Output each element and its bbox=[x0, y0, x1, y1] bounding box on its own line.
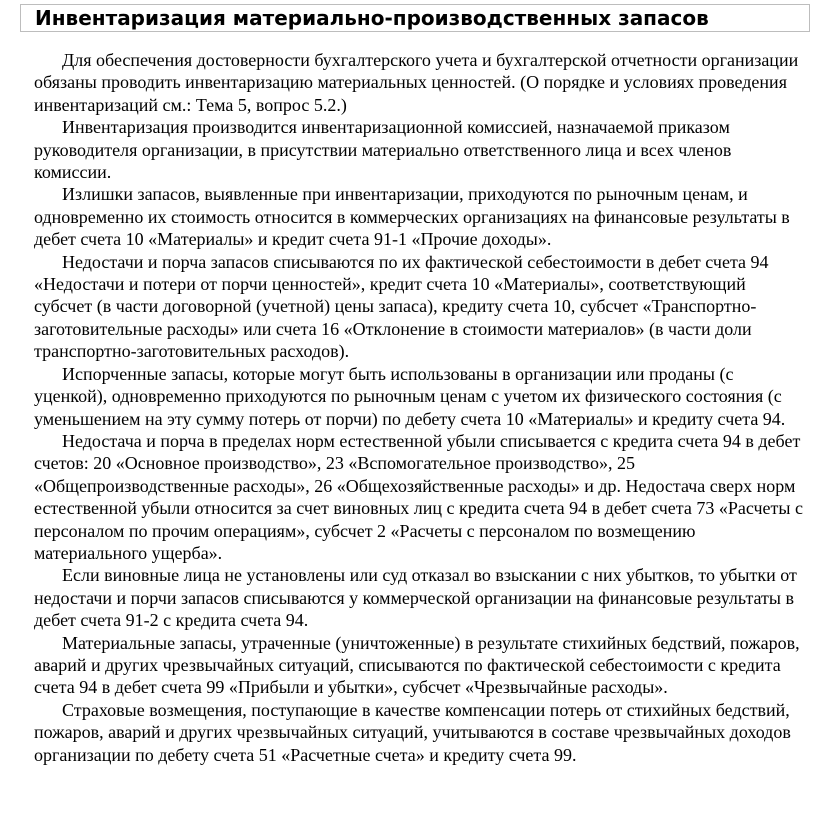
page-title: Инвентаризация материально-производственных запасов bbox=[35, 6, 709, 30]
paragraph: Если виновные лица не установлены или суд отказал во взыскании с них убытков, то убытки от недостачи и порчи запасов списываются у коммерческой организации на финансовые результаты в дебет счета 91-2 с кредита счета 94. bbox=[34, 565, 797, 631]
paragraph: Инвентаризация производится инвентаризационной комиссией, назначаемой приказом руководителя организации, в присутствии материально ответственного лица и всех членов комиссии. bbox=[34, 117, 732, 183]
paragraph: Недостача и порча в пределах норм естественной убыли списывается с кредита счета 94 в дебет счетов: 20 «Основное производство», 23 «Вспомогательное производство», 25 «Общепроизводственные расходы», 26 «Общехозяйственные расходы» и др. Недостача сверх норм естественной убыли относится за счет виновных лиц с кредита счета 94 в дебет счета 73 «Расчеты с персоналом по прочим операциям», субсчет 2 «Расчеты с персоналом по возмещению материального ущерба». bbox=[34, 430, 803, 563]
document-body bbox=[34, 49, 808, 766]
paragraph: Излишки запасов, выявленные при инвентаризации, приходуются по рыночным ценам, и одновременно их стоимость относится в коммерческих организациях на финансовые результаты в дебет счета 10 «Материалы» и кредит счета 91-1 «Прочие доходы». bbox=[34, 184, 790, 250]
paragraph: Материальные запасы, утраченные (уничтоженные) в результате стихийных бедствий, пожаров, аварий и других чрезвычайных ситуаций, списываются по фактической себестоимости с кредита счета 94 в дебет счета 99 «Прибыли и убытки», субсчет «Чрезвычайные расходы». bbox=[34, 632, 800, 698]
paragraph: Страховые возмещения, поступающие в качестве компенсации потерь от стихийных бедствий, пожаров, аварий и других чрезвычайных ситуаций, учитываются в составе чрезвычайных доходов организации по дебету счета 51 «Расчетные счета» и кредиту счета 99. bbox=[34, 699, 791, 765]
title-box bbox=[20, 4, 810, 32]
paragraph: Для обеспечения достоверности бухгалтерского учета и бухгалтерской отчетности организации обязаны проводить инвентаризацию материальных ценностей. (О порядке и условиях проведения инвентаризаций см.: Тема 5, вопрос 5.2.) bbox=[34, 50, 799, 115]
paragraph: Испорченные запасы, которые могут быть использованы в организации или проданы (с уценкой), одновременно приходуются по рыночным ценам с учетом их физического состояния (с уменьшением на эту сумму потерь от порчи) по дебету счета 10 «Материалы» и кредиту счета 94. bbox=[34, 363, 786, 429]
paragraph: Недостачи и порча запасов списываются по их фактической себестоимости в дебет счета 94 «Недостачи и потери от порчи ценностей», кредит счета 10 «Материалы», соответствующий субсчет (в части договорной (учетной) цены запаса), кредиту счета 10, субсчет «Транспортно-заготовительные расходы» или счета 16 «Отклонение в стоимости материалов» (в части доли транспортно-заготовительных расходов). bbox=[34, 251, 769, 362]
